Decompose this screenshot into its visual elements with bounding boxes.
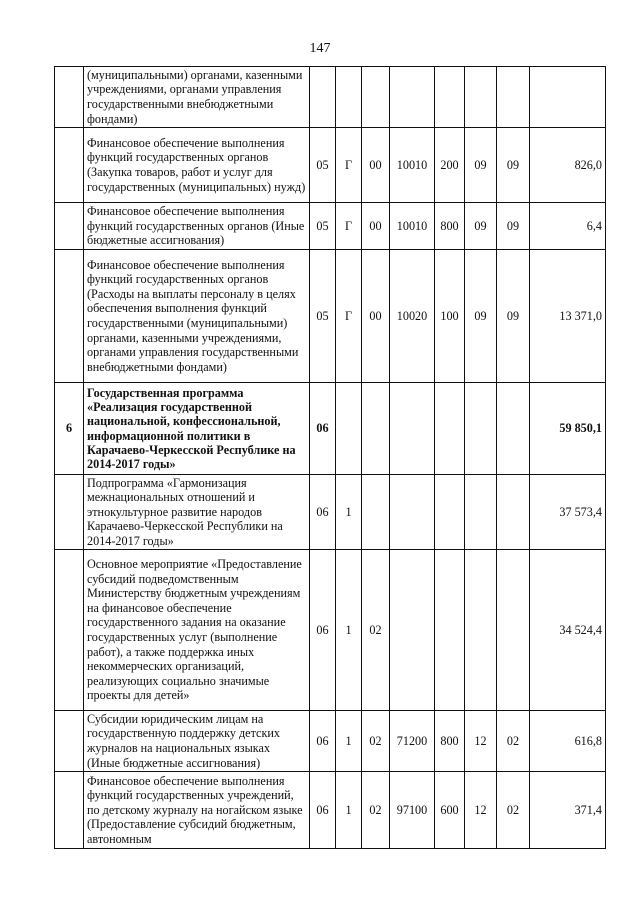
table-row <box>55 203 606 250</box>
code-expense-type <box>435 550 465 711</box>
row-amount: 59 850,1 <box>530 383 606 475</box>
code-chapter: 12 <box>465 772 497 849</box>
row-amount: 37 573,4 <box>530 475 606 550</box>
code-activity: 00 <box>362 128 390 203</box>
code-subchapter <box>497 383 530 475</box>
code-expense-type: 100 <box>435 250 465 383</box>
code-section: 06 <box>310 711 336 772</box>
code-chapter <box>465 383 497 475</box>
code-activity: 00 <box>362 250 390 383</box>
code-subchapter <box>497 475 530 550</box>
code-section: 05 <box>310 250 336 383</box>
row-amount: 371,4 <box>530 772 606 849</box>
code-subchapter <box>497 550 530 711</box>
code-section: 05 <box>310 203 336 250</box>
row-number <box>55 475 84 550</box>
code-expense-type <box>435 67 465 128</box>
code-subchapter: 09 <box>497 203 530 250</box>
code-activity: 02 <box>362 550 390 711</box>
code-chapter: 09 <box>465 250 497 383</box>
row-amount: 616,8 <box>530 711 606 772</box>
code-direction <box>390 550 435 711</box>
code-subchapter: 09 <box>497 250 530 383</box>
code-chapter <box>465 67 497 128</box>
row-description: Подпрограмма «Гармонизация межнациональных отношений и этнокультурное развитие народов Карачаево-Черкесской Республики на 2014-2017 годы» <box>84 475 310 550</box>
code-section: 06 <box>310 475 336 550</box>
code-direction: 71200 <box>390 711 435 772</box>
code-subchapter: 02 <box>497 772 530 849</box>
code-section: 06 <box>310 550 336 711</box>
code-chapter: 09 <box>465 203 497 250</box>
row-description: Финансовое обеспечение выполнения функций государственных органов (Закупка товаров, работ и услуг для государственных (муниципальных) нужд) <box>84 128 310 203</box>
code-expense-type: 800 <box>435 203 465 250</box>
row-number <box>55 203 84 250</box>
code-activity <box>362 383 390 475</box>
code-expense-type: 600 <box>435 772 465 849</box>
code-activity: 02 <box>362 772 390 849</box>
table-row <box>55 250 606 383</box>
row-number <box>55 67 84 128</box>
row-number <box>55 128 84 203</box>
code-activity <box>362 67 390 128</box>
row-amount: 6,4 <box>530 203 606 250</box>
row-number <box>55 250 84 383</box>
code-subprogram: Г <box>336 128 362 203</box>
code-direction: 10020 <box>390 250 435 383</box>
table-row <box>55 475 606 550</box>
table-row <box>55 550 606 711</box>
row-description: Государственная программа «Реализация государственной национальной, конфессиональной, информационной политики в Карачаево-Черкесской Республике на 2014-2017 годы» <box>84 383 310 475</box>
table-row <box>55 128 606 203</box>
code-section: 06 <box>310 772 336 849</box>
code-subprogram: 1 <box>336 550 362 711</box>
code-chapter: 09 <box>465 128 497 203</box>
row-description: Субсидии юридическим лицам на государственную поддержку детских журналов на национальных языках (Иные бюджетные ассигнования) <box>84 711 310 772</box>
code-subprogram: 1 <box>336 772 362 849</box>
code-expense-type <box>435 475 465 550</box>
code-chapter: 12 <box>465 711 497 772</box>
budget-table <box>54 66 606 849</box>
table-row <box>55 383 606 475</box>
row-description: Основное мероприятие «Предоставление субсидий подведомственным Министерству бюджетным учреждениям на финансовое обеспечение государственного задания на оказание государственных услуг (выполнение работ), а также поддержка иных некоммерческих организаций, реализующих социально значимые проекты для детей» <box>84 550 310 711</box>
code-section: 06 <box>310 383 336 475</box>
code-direction <box>390 383 435 475</box>
code-chapter <box>465 550 497 711</box>
code-subprogram: 1 <box>336 475 362 550</box>
code-direction <box>390 67 435 128</box>
code-subprogram: 1 <box>336 711 362 772</box>
row-amount: 13 371,0 <box>530 250 606 383</box>
table-row <box>55 772 606 849</box>
code-subprogram <box>336 67 362 128</box>
table-row <box>55 711 606 772</box>
code-direction: 10010 <box>390 128 435 203</box>
code-chapter <box>465 475 497 550</box>
code-expense-type: 200 <box>435 128 465 203</box>
code-section: 05 <box>310 128 336 203</box>
code-subprogram: Г <box>336 203 362 250</box>
row-amount: 826,0 <box>530 128 606 203</box>
row-number <box>55 711 84 772</box>
row-description: Финансовое обеспечение выполнения функций государственных органов (Иные бюджетные ассигнования) <box>84 203 310 250</box>
code-subprogram: Г <box>336 250 362 383</box>
code-section <box>310 67 336 128</box>
code-activity: 02 <box>362 711 390 772</box>
code-direction <box>390 475 435 550</box>
row-description: Финансовое обеспечение выполнения функций государственных органов (Расходы на выплаты персоналу в целях обеспечения выполнения функций государственными (муниципальными) органами, казенными учреждениями, органами управления государственными внебюджетными фондами) <box>84 250 310 383</box>
row-description: (муниципальными) органами, казенными учреждениями, органами управления государственными внебюджетными фондами) <box>84 67 310 128</box>
code-subchapter: 09 <box>497 128 530 203</box>
page-number: 147 <box>309 41 331 56</box>
row-description: Финансовое обеспечение выполнения функций государственных учреждений, по детскому журналу на ногайском языке (Предоставление субсидий бюджетным, автономным <box>84 772 310 849</box>
table-row <box>55 67 606 128</box>
row-number <box>55 550 84 711</box>
code-expense-type <box>435 383 465 475</box>
code-subchapter: 02 <box>497 711 530 772</box>
code-activity <box>362 475 390 550</box>
row-amount: 34 524,4 <box>530 550 606 711</box>
code-subprogram <box>336 383 362 475</box>
row-amount <box>530 67 606 128</box>
row-number <box>55 772 84 849</box>
row-number: 6 <box>55 383 84 475</box>
code-direction: 97100 <box>390 772 435 849</box>
code-direction: 10010 <box>390 203 435 250</box>
code-subchapter <box>497 67 530 128</box>
code-activity: 00 <box>362 203 390 250</box>
code-expense-type: 800 <box>435 711 465 772</box>
